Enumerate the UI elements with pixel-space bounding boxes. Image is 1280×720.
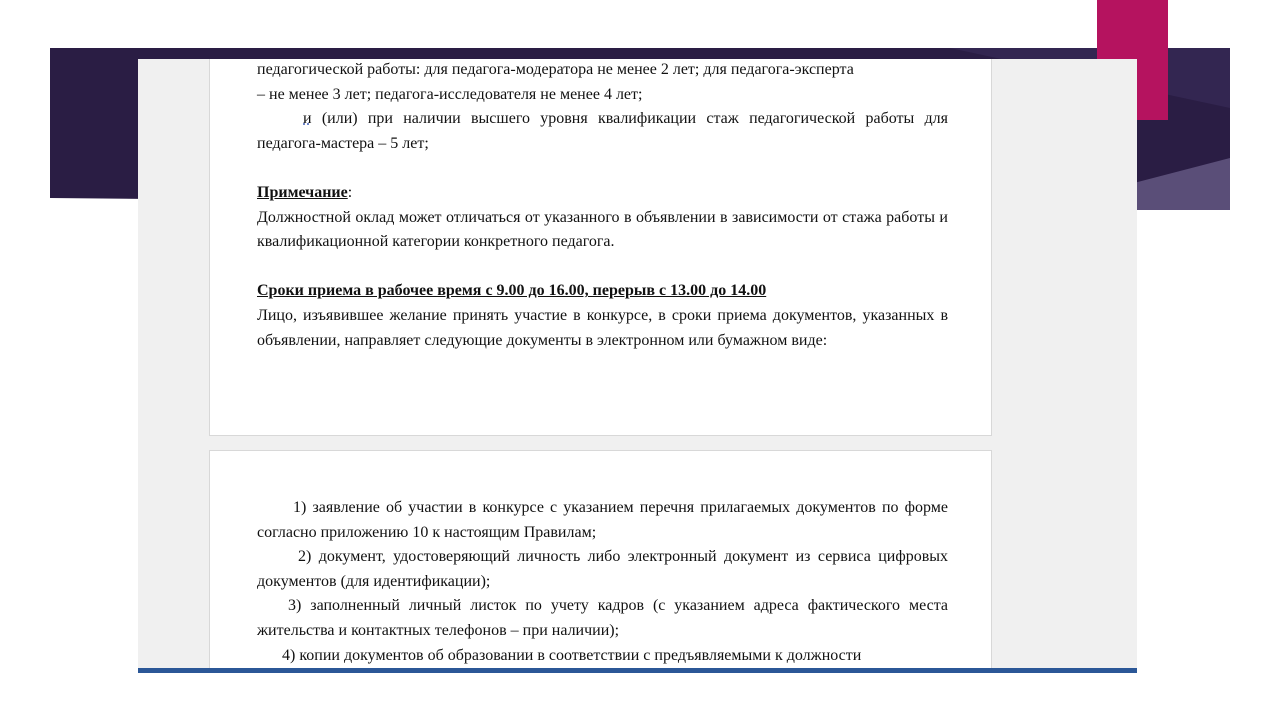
note-heading: Примечание <box>257 183 348 201</box>
document-page-2 <box>209 450 992 673</box>
paragraph-gap <box>257 255 948 280</box>
paragraph-gap <box>257 156 948 181</box>
list-item-4: 4) копии документов об образовании в соответствии с предъявляемыми к должности <box>282 646 862 664</box>
deadline-text: Лицо, изъявившее желание принять участие в конкурсе, в сроки приема документов, указанных в объявлении, направляет следующие документы в электронном или бумажном виде: <box>257 306 948 349</box>
list-item-1: 1) заявление об участии в конкурсе с указанием перечня прилагаемых документов по форме согласно приложению 10 к настоящим Правилам; <box>257 499 948 541</box>
text-line-requirements-2: – не менее 3 лет; педагога-исследователя не менее 4 лет; <box>257 85 643 103</box>
document-page-1 <box>209 59 992 436</box>
conjunction-word: и <box>303 110 312 128</box>
note-heading-colon: : <box>347 183 353 201</box>
deadline-heading: Сроки приема в рабочее время с 9.00 до 16.00, перерыв с 13.00 до 14.00 <box>257 282 767 300</box>
note-heading-line <box>257 181 948 206</box>
list-item-2: 2) документ, удостоверяющий личность либо электронный документ из сервиса цифровых документов (для идентификации); <box>257 548 948 590</box>
page-2-text <box>257 496 948 668</box>
list-item-3: 3) заполненный личный листок по учету кадров (с указанием адреса фактического места жительства и контактных телефонов – при наличии); <box>257 597 948 639</box>
document-screenshot <box>138 59 1137 673</box>
page-1-text <box>257 59 948 353</box>
text-line-requirements-1: педагогической работы: для педагога-модератора не менее 2 лет; для педагога-эксперта <box>257 61 854 78</box>
deadline-heading-line <box>257 279 948 304</box>
paragraph-master-text: (или) при наличии высшего уровня квалификации стаж педагогической работы для педагога-мастера – 5 лет; <box>257 110 948 152</box>
taskbar-strip <box>138 668 1137 673</box>
paragraph-master-requirement <box>257 107 948 156</box>
note-text: Должностной оклад может отличаться от указанного в объявлении в зависимости от стажа работы и квалификационной категории конкретного педагога. <box>257 208 948 251</box>
